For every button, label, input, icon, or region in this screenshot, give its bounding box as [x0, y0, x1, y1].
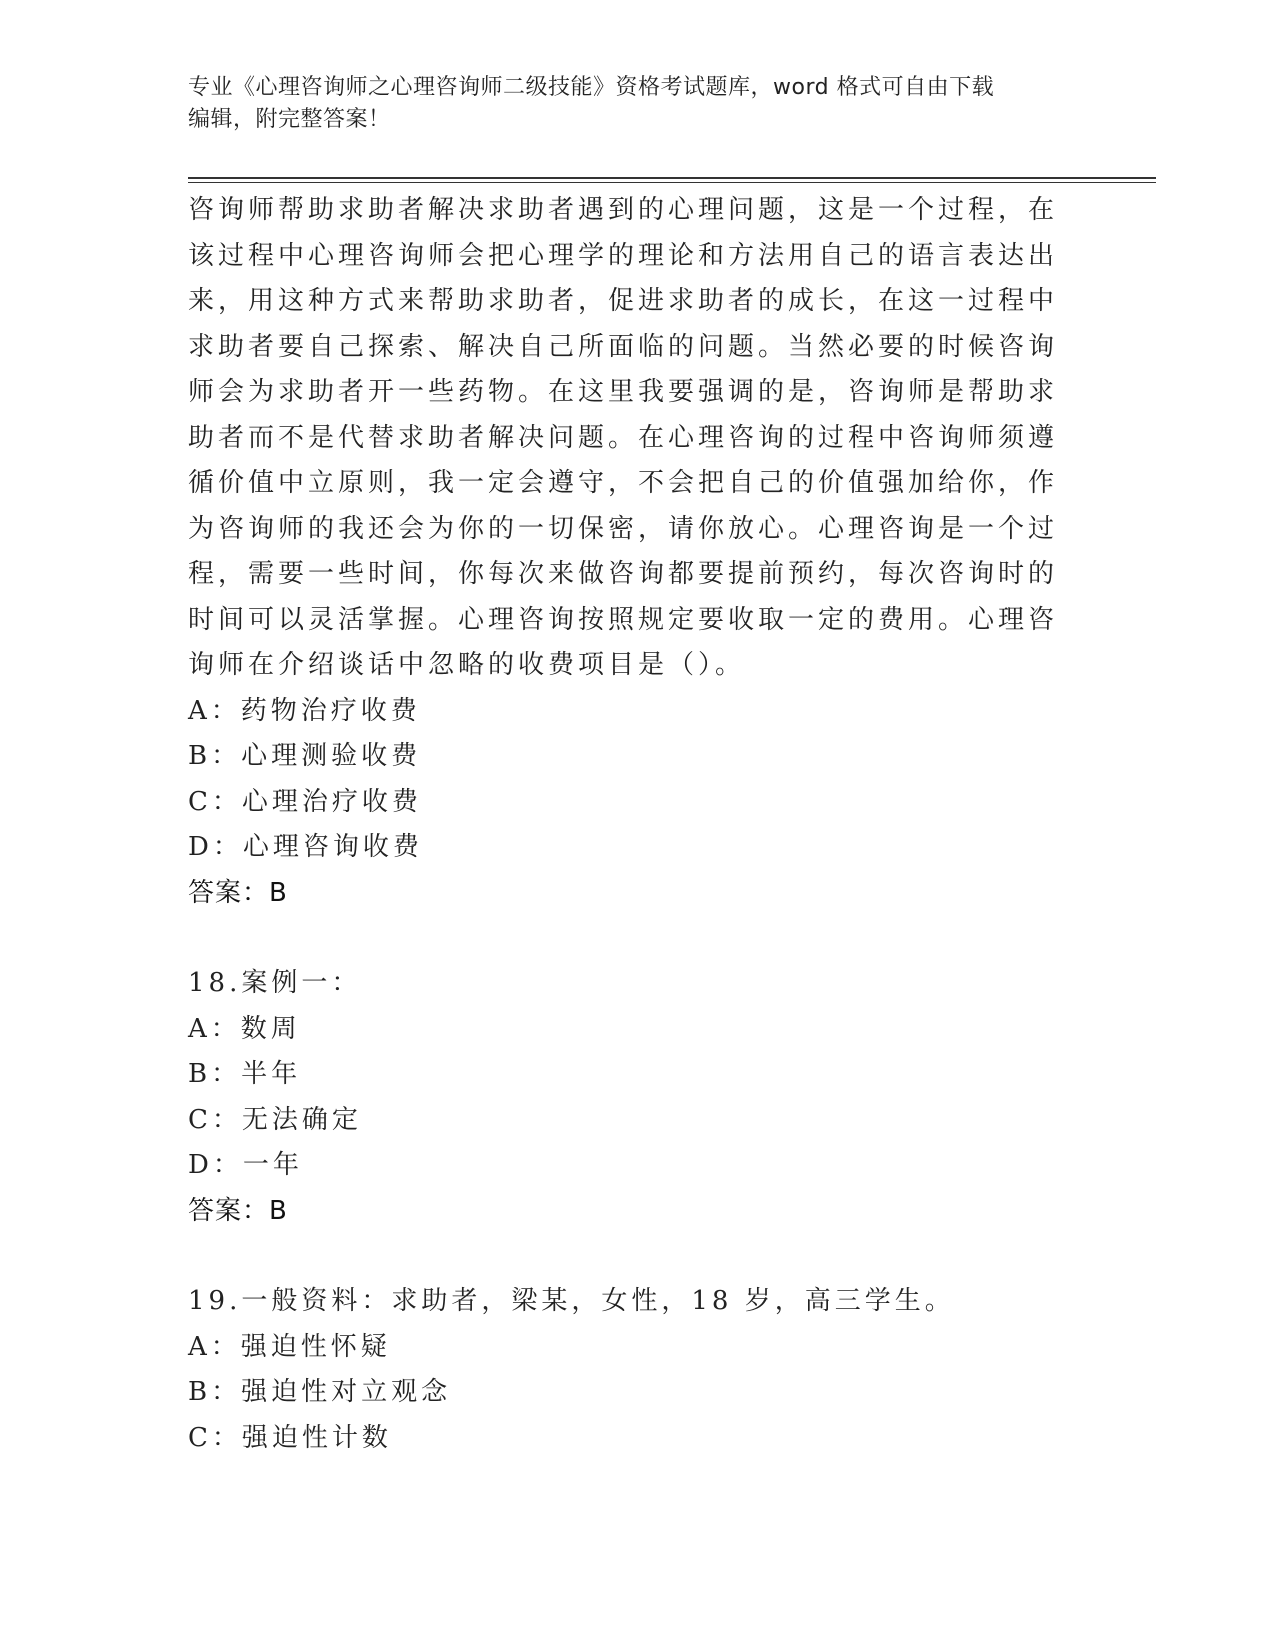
question-17-option-c: C：心理治疗收费: [188, 786, 422, 817]
question-18-option-d: D：一年: [188, 1150, 303, 1180]
question-18-answer: 答案：B: [188, 1195, 288, 1226]
question-19-option-c: C：强迫性计数: [188, 1422, 392, 1453]
header-rule-thin: [188, 182, 1156, 183]
question-18-option-b: B：半年: [188, 1059, 302, 1089]
question-17-option-a: A：药物治疗收费: [188, 695, 421, 726]
question-19-option-a: A：强迫性怀疑: [188, 1331, 391, 1362]
question-17-option-d: D：心理咨询收费: [188, 832, 423, 862]
header-line-1: 专业《心理咨询师之心理咨询师二级技能》资格考试题库，word 格式可自由下载: [188, 75, 995, 100]
question-17-answer: 答案：B: [188, 877, 288, 908]
header-rule-thick: [188, 177, 1156, 179]
question-18-option-c: C：无法确定: [188, 1104, 362, 1135]
question-19-stem: 19.一般资料：求助者，梁某，女性，18 岁，高三学生。: [188, 1286, 955, 1316]
header-line-2: 编辑，附完整答案！: [188, 107, 391, 132]
question-18-stem: 18.案例一：: [188, 968, 362, 998]
page-header: [188, 72, 1068, 136]
question-gap: [188, 916, 1068, 961]
question-gap: [188, 1234, 1068, 1279]
question-17-option-b: B：心理测验收费: [188, 741, 422, 771]
question-17-stem: 咨询师帮助求助者解决求助者遇到的心理问题，这是一个过程，在该过程中心理咨询师会把心理学的理论和方法用自己的语言表达出来，用这种方式来帮助求助者，促进求助者的成长，在这一过程中求助者要自己探索、解决自己所面临的问题。当然必要的时候咨询师会为求助者开一些药物。在这里我要强调的是，咨询师是帮助求助者而不是代替求助者解决问题。在心理咨询的过程中咨询师须遵循价值中立原则，我一定会遵守，不会把自己的价值强加给你，作为咨询师的我还会为你的一切保密，请你放心。心理咨询是一个过程，需要一些时间，你每次来做咨询都要提前预约，每次咨询时的时间可以灵活掌握。心理咨询按照规定要收取一定的费用。心理咨询师在介绍谈话中忽略的收费项目是（）。: [188, 195, 1059, 680]
question-19-option-b: B：强迫性对立观念: [188, 1377, 452, 1407]
question-content: [188, 188, 1068, 1461]
question-18-option-a: A：数周: [188, 1013, 301, 1044]
